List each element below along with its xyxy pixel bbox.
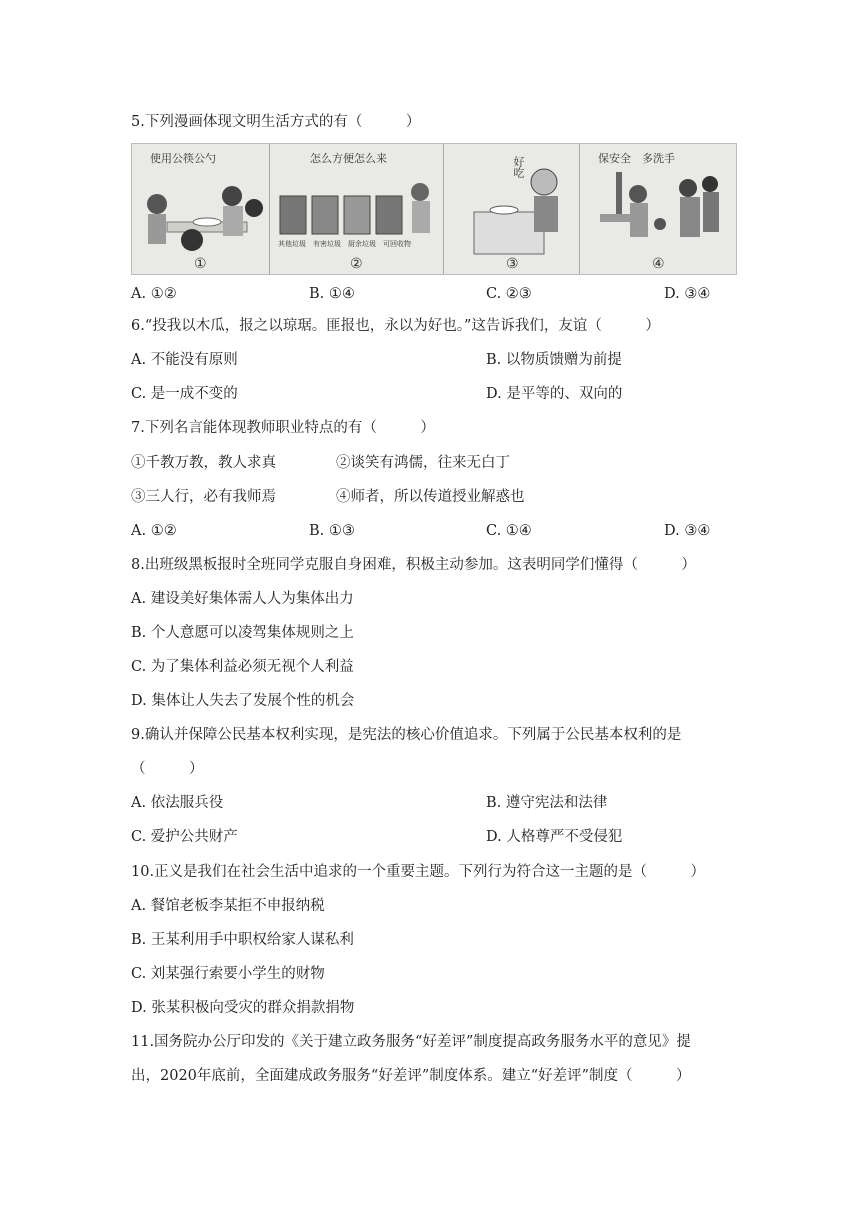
q6-option-b[interactable]: B. 以物质馈赠为前提 <box>486 352 622 368</box>
q7-option-b[interactable]: B. ①③ <box>309 523 355 539</box>
q9-stem-line-2: （ ） <box>131 761 204 777</box>
panel-4-number: ④ <box>652 256 665 272</box>
q10-option-d[interactable]: D. 张某积极向受灾的群众捐款捐物 <box>131 1000 355 1016</box>
q10-option-a[interactable]: A. 餐馆老板李某拒不申报纳税 <box>131 898 325 914</box>
cartoon-panel-4 <box>580 144 736 274</box>
cartoon-panel-2 <box>270 144 444 274</box>
q5-option-c[interactable]: C. ②③ <box>486 286 532 302</box>
panel-1-caption: 使用公筷公勺 <box>150 152 216 165</box>
q5-option-d[interactable]: D. ③④ <box>664 286 711 302</box>
q7-item-4: ④师者，所以传道授业解惑也 <box>336 489 525 505</box>
panel-4-caption: 保安全 多洗手 <box>598 152 675 165</box>
q8-option-a[interactable]: A. 建设美好集体需人人为集体出力 <box>131 591 354 607</box>
q8-option-d[interactable]: D. 集体让人失去了发展个性的机会 <box>131 693 355 709</box>
panel-2-caption: 怎么方便怎么来 <box>310 152 387 165</box>
q7-option-c[interactable]: C. ①④ <box>486 523 532 539</box>
q7-item-3: ③三人行，必有我师焉 <box>131 489 276 505</box>
cartoon-panel-3 <box>444 144 580 274</box>
q8-option-b[interactable]: B. 个人意愿可以凌驾集体规则之上 <box>131 625 354 641</box>
q5-stem: 5.下列漫画体现文明生活方式的有（ ） <box>131 114 421 130</box>
q6-option-a[interactable]: A. 不能没有原则 <box>131 352 238 368</box>
q7-option-d[interactable]: D. ③④ <box>664 523 711 539</box>
q5-option-a[interactable]: A. ①② <box>131 286 177 302</box>
q8-stem: 8.出班级黑板报时全班同学克服自身困难，积极主动参加。这表明同学们懂得（ ） <box>131 557 696 573</box>
q5-cartoon-image <box>131 143 737 275</box>
q10-option-c[interactable]: C. 刘某强行索要小学生的财物 <box>131 966 325 982</box>
q6-stem: 6.“投我以木瓜，报之以琼琚。匪报也，永以为好也。”这告诉我们，友谊（ ） <box>131 318 660 334</box>
cartoon-panel-1 <box>132 144 270 274</box>
q6-option-c[interactable]: C. 是一成不变的 <box>131 386 238 402</box>
q7-option-a[interactable]: A. ①② <box>131 523 177 539</box>
q9-stem-line-1: 9.确认并保障公民基本权利实现，是宪法的核心价值追求。下列属于公民基本权利的是 <box>131 727 682 743</box>
q9-option-a[interactable]: A. 依法服兵役 <box>131 795 224 811</box>
panel-3-number: ③ <box>506 256 519 272</box>
q10-stem: 10.正义是我们在社会生活中追求的一个重要主题。下列行为符合这一主题的是（ ） <box>131 864 706 880</box>
panel-1-number: ① <box>194 256 207 272</box>
panel-3-caption: 好吃 <box>512 156 525 178</box>
q11-stem-line-1: 11.国务院办公厅印发的《关于建立政务服务“好差评”制度提高政务服务水平的意见》提 <box>131 1034 691 1050</box>
q9-option-b[interactable]: B. 遵守宪法和法律 <box>486 795 608 811</box>
q9-option-d[interactable]: D. 人格尊严不受侵犯 <box>486 829 623 845</box>
q8-option-c[interactable]: C. 为了集体利益必须无视个人利益 <box>131 659 354 675</box>
bin-labels: 其他垃圾 有害垃圾 厨余垃圾 可回收物 <box>278 240 411 248</box>
q7-stem: 7.下列名言能体现教师职业特点的有（ ） <box>131 420 435 436</box>
q11-stem-line-2: 出，2020年底前，全面建成政务服务“好差评”制度体系。建立“好差评”制度（ ） <box>131 1068 691 1084</box>
q5-option-b[interactable]: B. ①④ <box>309 286 355 302</box>
q9-option-c[interactable]: C. 爱护公共财产 <box>131 829 238 845</box>
q7-item-1: ①千教万教，教人求真 <box>131 455 276 471</box>
q10-option-b[interactable]: B. 王某利用手中职权给家人谋私利 <box>131 932 354 948</box>
q7-item-2: ②谈笑有鸿儒，往来无白丁 <box>336 455 510 471</box>
q6-option-d[interactable]: D. 是平等的、双向的 <box>486 386 623 402</box>
panel-2-number: ② <box>350 256 363 272</box>
